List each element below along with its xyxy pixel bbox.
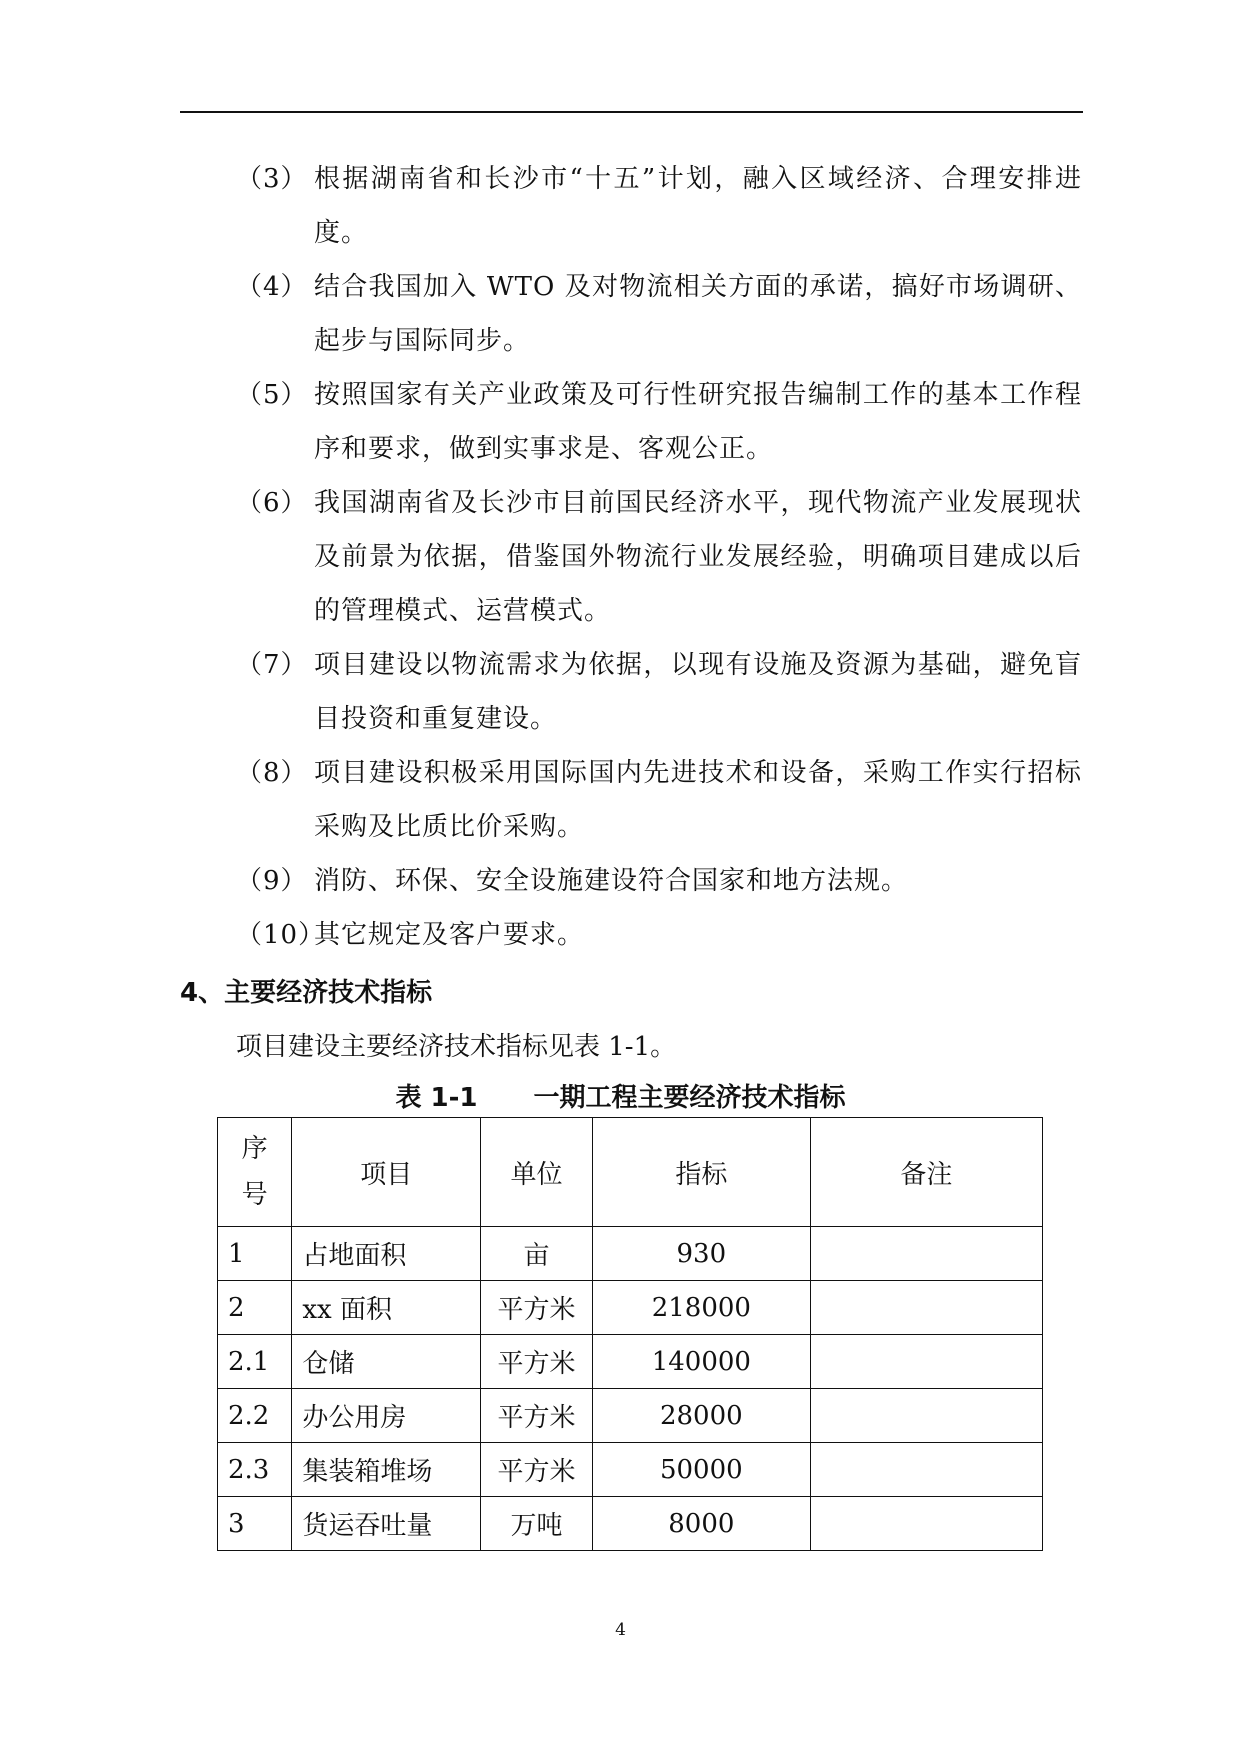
list-item-number: （10） [236, 920, 326, 950]
cell-seq: 2.1 [218, 1335, 292, 1389]
list-item-text: 结合我国加入 WTO 及对物流相关方面的承诺，搞好市场调研、起步与国际同步。 [314, 272, 1082, 356]
list-item [236, 152, 1082, 260]
list-item-number: （5） [236, 380, 308, 410]
header-unit: 单位 [481, 1118, 593, 1227]
list-item-text: 项目建设以物流需求为依据，以现有设施及资源为基础，避免盲目投资和重复建设。 [314, 650, 1082, 734]
header-seq: 序 号 [218, 1118, 292, 1227]
cell-item: 仓储 [292, 1335, 481, 1389]
list-item-text: 消防、环保、安全设施建设符合国家和地方法规。 [314, 866, 909, 896]
table-header-row [218, 1118, 1043, 1227]
list-item [236, 476, 1082, 638]
cell-value: 930 [592, 1227, 810, 1281]
cell-item: 集装箱堆场 [292, 1443, 481, 1497]
cell-note [810, 1389, 1042, 1443]
list-item-text: 根据湖南省和长沙市“十五”计划，融入区域经济、合理安排进度。 [314, 164, 1082, 248]
table-row [218, 1497, 1043, 1551]
cell-value: 28000 [592, 1389, 810, 1443]
cell-note [810, 1497, 1042, 1551]
list-item [236, 368, 1082, 476]
table-row [218, 1335, 1043, 1389]
page-number: 4 [615, 1620, 626, 1640]
cell-seq: 2 [218, 1281, 292, 1335]
list-item [236, 638, 1082, 746]
list-item-number: （6） [236, 488, 308, 518]
list-item-number: （3） [236, 164, 308, 194]
list-item [236, 260, 1082, 368]
list-item [236, 746, 1082, 854]
cell-note [810, 1281, 1042, 1335]
cell-seq: 2.3 [218, 1443, 292, 1497]
cell-note [810, 1227, 1042, 1281]
list-item-text: 我国湖南省及长沙市目前国民经济水平，现代物流产业发展现状及前景为依据，借鉴国外物流行业发展经验，明确项目建成以后的管理模式、运营模式。 [314, 488, 1082, 626]
cell-note [810, 1443, 1042, 1497]
list-item-number: （9） [236, 866, 308, 896]
cell-item: 办公用房 [292, 1389, 481, 1443]
intro-paragraph: 项目建设主要经济技术指标见表 1-1。 [236, 1032, 677, 1062]
cell-seq: 1 [218, 1227, 292, 1281]
header-value: 指标 [592, 1118, 810, 1227]
table-caption-label: 表 1-1 [395, 1083, 478, 1113]
cell-seq: 3 [218, 1497, 292, 1551]
table-row [218, 1281, 1043, 1335]
cell-note [810, 1335, 1042, 1389]
cell-unit: 万吨 [481, 1497, 593, 1551]
cell-value: 140000 [592, 1335, 810, 1389]
table-caption-title: 一期工程主要经济技术指标 [533, 1083, 846, 1113]
section-heading: 4、主要经济技术指标 [180, 978, 433, 1008]
cell-value: 218000 [592, 1281, 810, 1335]
cell-unit: 亩 [481, 1227, 593, 1281]
list-item [236, 908, 1082, 962]
cell-value: 8000 [592, 1497, 810, 1551]
table-row [218, 1443, 1043, 1497]
list-item-number: （7） [236, 650, 308, 680]
principles-list [236, 152, 1082, 962]
list-item-number: （8） [236, 758, 308, 788]
list-item-text: 其它规定及客户要求。 [314, 920, 585, 950]
cell-item: xx 面积 [292, 1281, 481, 1335]
table-row [218, 1227, 1043, 1281]
cell-value: 50000 [592, 1443, 810, 1497]
list-item [236, 854, 1082, 908]
cell-seq: 2.2 [218, 1389, 292, 1443]
cell-unit: 平方米 [481, 1335, 593, 1389]
cell-item: 占地面积 [292, 1227, 481, 1281]
list-item-number: （4） [236, 272, 308, 302]
list-item-text: 按照国家有关产业政策及可行性研究报告编制工作的基本工作程序和要求，做到实事求是、客观公正。 [314, 380, 1082, 464]
header-rule [180, 111, 1083, 113]
header-item: 项目 [292, 1118, 481, 1227]
cell-unit: 平方米 [481, 1443, 593, 1497]
cell-unit: 平方米 [481, 1389, 593, 1443]
table-row [218, 1389, 1043, 1443]
cell-unit: 平方米 [481, 1281, 593, 1335]
list-item-text: 项目建设积极采用国际国内先进技术和设备，采购工作实行招标采购及比质比价采购。 [314, 758, 1082, 842]
header-note: 备注 [810, 1118, 1042, 1227]
cell-item: 货运吞吐量 [292, 1497, 481, 1551]
indicators-table [217, 1117, 1043, 1551]
